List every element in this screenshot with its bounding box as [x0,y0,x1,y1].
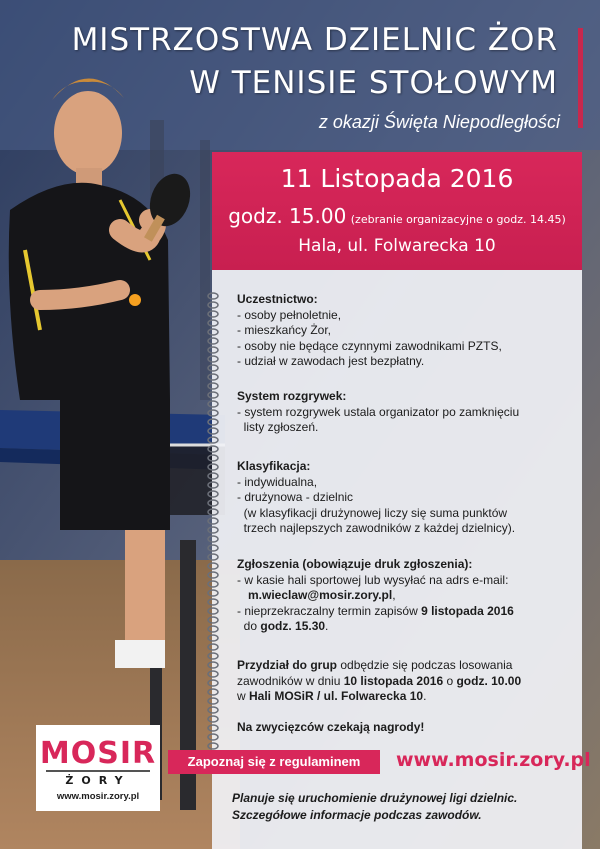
footer-line: Planuje się uruchomienie drużynowej ligi dzielnic. [232,791,518,805]
binding-ring [208,374,218,380]
draw-date: 10 listopada 2016 [343,673,444,688]
participation-item: - mieszkańcy Żor, [237,323,332,338]
poster-subtitle: z okazji Święta Niepodległości [318,112,560,132]
poster-title-line1: MISTRZOSTWA DZIELNIC ŻOR [71,22,558,58]
logo-name: MOSIR [39,736,157,771]
binding-ring [208,617,218,623]
draw-venue: Hali MOSiR / ul. Folwarecka 10 [249,689,424,704]
draw-text: o [443,673,457,688]
binding-ring [208,572,218,578]
binding-ring [208,392,218,398]
binding-ring [208,419,218,425]
draw-bold: Przydział do grup [237,658,338,672]
classification-item: - indywidualna, [237,474,318,489]
binding-ring [208,545,218,551]
binding-ring [208,536,218,542]
entries-email-line [237,588,572,604]
entries-deadline-line [237,604,572,620]
binding-ring [208,554,218,560]
logo-city: ŻORY [65,774,131,787]
binding-ring [208,491,218,497]
binding-ring [208,509,218,515]
entries-deadline-prefix: - nieprzekraczalny termin zapisów [237,603,422,618]
system-item: listy zgłoszeń. [237,420,319,435]
draw-line [237,658,572,674]
binding-ring [208,455,218,461]
binding-ring [208,707,218,713]
participation-heading: Uczestnictwo: [237,292,318,306]
binding-ring [208,698,218,704]
poster-title-line2: W TENISIE STOŁOWYM [189,65,558,101]
title-accent-bar [578,28,583,128]
participation-section [237,292,572,370]
entries-heading: Zgłoszenia (obowiązuje druk zgłoszenia): [237,557,473,571]
website-link[interactable]: www.mosir.zory.pl [396,749,591,771]
binding-ring [208,347,218,353]
spiral-binding [206,290,220,760]
binding-ring [208,500,218,506]
event-date: 11 Listopada 2016 [280,164,514,193]
binding-ring [208,446,218,452]
binding-ring [208,320,218,326]
system-heading: System rozgrywek: [237,389,347,403]
event-venue: Hala, ul. Folwarecka 10 [298,236,496,256]
binding-ring [208,599,218,605]
binding-ring [208,473,218,479]
binding-ring [208,671,218,677]
binding-ring [208,680,218,686]
classification-heading: Klasyfikacja: [237,459,311,473]
classification-item: trzech najlepszych zawodników z każdej dzielnicy). [237,521,516,536]
footer-note [232,790,517,824]
binding-ring [208,563,218,569]
binding-ring [208,329,218,335]
entries-deadline-time-line [237,619,572,635]
entries-deadline-date: 9 listopada 2016 [421,603,514,618]
binding-ring [208,383,218,389]
binding-ring [208,626,218,632]
draw-section [237,658,572,705]
regulations-label: Zapoznaj się z regulaminem [187,754,361,769]
draw-text: . [423,689,427,704]
event-time: godz. 15.00 [228,204,347,228]
entries-section [237,557,572,635]
event-time-line [212,204,582,228]
entries-time-prefix: do [237,619,261,634]
binding-ring [208,464,218,470]
binding-ring [208,338,218,344]
draw-time: godz. 10.00 [456,673,522,688]
binding-ring [208,716,218,722]
classification-item: - drużynowa - dzielnic [237,490,354,505]
binding-ring [208,608,218,614]
binding-ring [208,428,218,434]
binding-ring [208,437,218,443]
draw-text: odbędzie się podczas losowania [337,658,513,672]
binding-ring [208,365,218,371]
entries-line: - w kasie hali sportowej lub wysyłać na adrs e-mail: [237,572,509,587]
system-section [237,389,572,436]
draw-text: zawodników w dniu [237,673,344,688]
participation-item: - osoby pełnoletnie, [237,307,342,322]
logo-url: www.mosir.zory.pl [56,791,140,802]
participation-item: - udział w zawodach jest bezpłatny. [237,354,425,369]
event-info-band [212,152,582,270]
binding-ring [208,302,218,308]
entries-time-suffix: . [325,619,329,634]
binding-ring [208,590,218,596]
binding-ring [208,518,218,524]
entries-email: m.wieclaw@mosir.zory.pl [248,588,393,603]
binding-ring [208,689,218,695]
binding-ring [208,482,218,488]
entries-deadline-time: godz. 15.30 [260,619,326,634]
classification-item: (w klasyfikacji drużynowej liczy się suma punktów [237,505,508,520]
binding-ring [208,581,218,587]
meeting-note: (zebranie organizacyjne o godz. 14.45) [350,213,566,226]
footer-line: Szczegółowe informacje podczas zawodów. [232,808,482,822]
binding-ring [208,743,218,749]
binding-ring [208,356,218,362]
regulations-link[interactable] [168,750,380,774]
mosir-logo [36,725,160,811]
binding-ring [208,410,218,416]
draw-text: w [237,689,249,704]
mosir-logo-mark [36,725,160,791]
entries-email-suffix: , [392,588,396,603]
binding-ring [208,644,218,650]
binding-ring [208,662,218,668]
binding-ring [208,653,218,659]
binding-ring [208,635,218,641]
binding-ring [208,311,218,317]
participation-item: - osoby nie będące czynnymi zawodnikami PZTS, [237,338,502,353]
draw-line [237,689,572,705]
binding-ring [208,293,218,299]
binding-ring [208,725,218,731]
prizes-note: Na zwycięzców czekają nagrody! [237,720,425,734]
classification-section [237,459,572,537]
system-item: - system rozgrywek ustala organizator po zamknięciu [237,404,520,419]
binding-ring [208,401,218,407]
binding-ring [208,527,218,533]
draw-line [237,674,572,690]
binding-ring [208,734,218,740]
